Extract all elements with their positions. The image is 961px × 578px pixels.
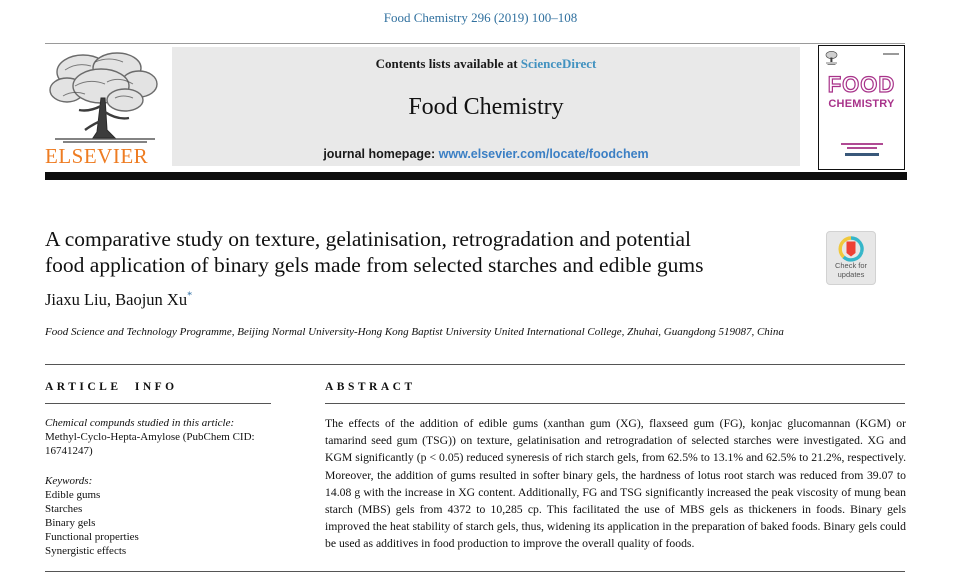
cover-footer-text-1 xyxy=(841,143,883,145)
corresponding-author-link[interactable]: * xyxy=(187,290,193,302)
sciencedirect-link[interactable]: ScienceDirect xyxy=(520,56,597,71)
contents-prefix: Contents lists available at xyxy=(375,56,521,71)
elsevier-tree-icon xyxy=(45,46,163,146)
journal-citation-link[interactable]: Food Chemistry 296 (2019) 100–108 xyxy=(383,10,578,25)
keyword-item: Synergistic effects xyxy=(45,545,127,557)
banner-top-rule xyxy=(45,43,905,44)
journal-cover-thumbnail[interactable] xyxy=(818,45,905,170)
keyword-item: Binary gels xyxy=(45,517,96,529)
elsevier-logo xyxy=(45,46,169,170)
journal-name: Food Chemistry xyxy=(408,94,564,120)
chemical-compound-line1: Methyl-Cyclo-Hepta-Amylose (PubChem CID: xyxy=(45,431,255,443)
abstract-text: The effects of the addition of edible gums (xanthan gum (XG), flaxseed gum (FG), konjac glucomannan (KGM) or tamarind seed gum (TSG)) on texture, gelatinisation and retrogradation of selected starches were investigated. XG and KGM significantly (p < 0.05) reduced syneresis of rich starch gels, from 62.5% to 13.1% and 62.5% to 21.2%, respectively. Moreover, the addition of gums resulted in softer binary gels, the hardness of lotus root starch was reduced from 39.07 to 14.08 g with the increase in XG content. Additionally, FG and TSG significantly increased the peak viscosity of mung bean starch (MBS) gels from 4372 to 10,285 cp. This facilitated the use of MBS gels as thickeners in foods. Binary gels improved the heat stability of starch gels, thus, widening its application in the preparation of baked foods. Binary gels could be used as additives in food production to improve the overall quality of foods. xyxy=(325,417,906,551)
badge-label-line1: Check for xyxy=(834,261,868,270)
section-bottom-rule xyxy=(45,571,905,572)
header-divider-bar xyxy=(45,172,907,180)
cover-title-chemistry: CHEMISTRY xyxy=(828,98,895,110)
affiliation: Food Science and Technology Programme, Beijing Normal University-Hong Kong Baptist University United International College, Zhuhai, Guangdong 519087, China xyxy=(45,326,784,338)
homepage-line xyxy=(172,147,800,161)
article-info-rule xyxy=(45,403,271,404)
author-list xyxy=(45,290,192,310)
contents-line xyxy=(172,56,800,72)
author-names: Jiaxu Liu, Baojun Xu xyxy=(45,290,188,309)
chemical-compound-line2: 16741247) xyxy=(45,445,93,457)
cover-footer-text-3 xyxy=(845,153,879,156)
journal-homepage-link[interactable]: www.elsevier.com/locate/foodchem xyxy=(438,147,649,161)
keyword-item: Starches xyxy=(45,503,83,515)
cover-title-food: FOOD xyxy=(827,72,896,97)
abstract-rule xyxy=(325,403,905,404)
check-for-updates-badge[interactable] xyxy=(826,231,876,285)
crossmark-icon xyxy=(838,236,864,262)
article-title-line1: A comparative study on texture, gelatinisation, retrogradation and potential xyxy=(45,227,692,251)
cover-footer-text-2 xyxy=(847,147,877,149)
homepage-prefix: journal homepage: xyxy=(323,147,439,161)
abstract-heading: ABSTRACT xyxy=(325,381,416,393)
article-title-line2: food application of binary gels made from selected starches and edible gums xyxy=(45,253,704,277)
cover-issue-text xyxy=(883,53,899,55)
keywords-label: Keywords: xyxy=(45,475,93,487)
keyword-item: Functional properties xyxy=(45,531,139,543)
article-info-heading: ARTICLE INFO xyxy=(45,381,178,393)
elsevier-wordmark: ELSEVIER xyxy=(45,144,149,168)
chemical-compounds-label: Chemical compunds studied in this article: xyxy=(45,417,235,429)
article-info-column xyxy=(45,416,275,558)
cover-mini-tree-icon xyxy=(825,51,838,65)
section-top-rule xyxy=(45,364,905,365)
keyword-item: Edible gums xyxy=(45,489,101,501)
spacer xyxy=(45,458,275,474)
article-title xyxy=(45,226,825,278)
badge-label-line2: updates xyxy=(837,269,865,279)
